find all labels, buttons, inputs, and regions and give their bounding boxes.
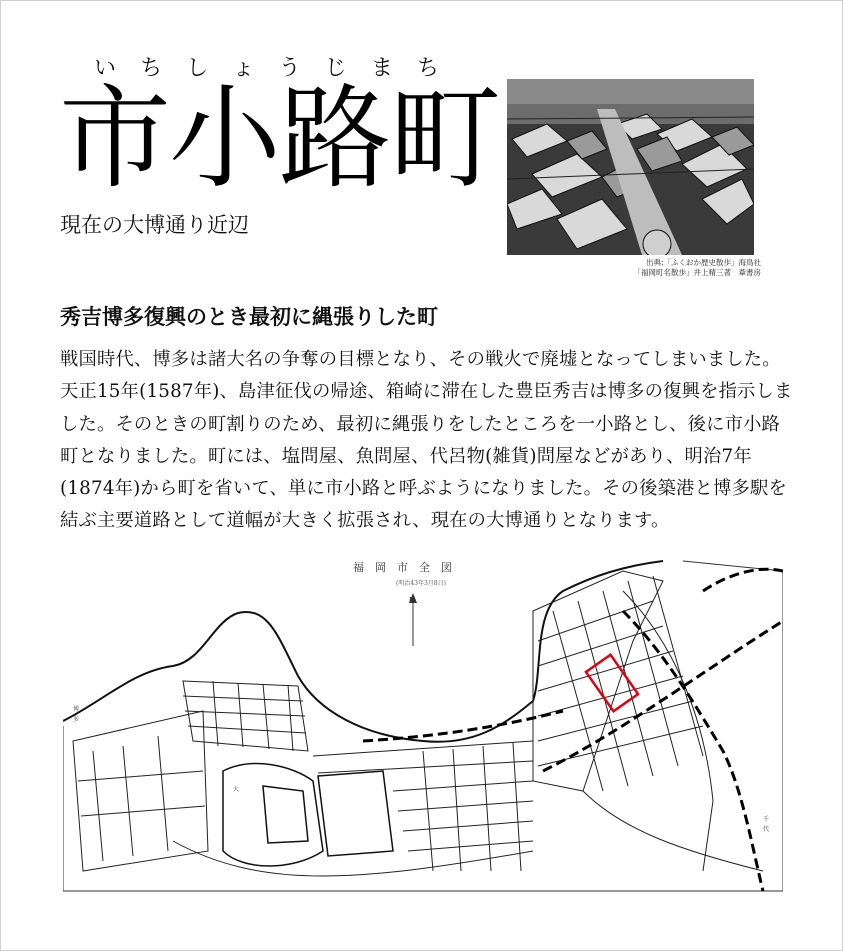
- svg-text:博: 博: [73, 706, 80, 713]
- svg-text:多: 多: [73, 716, 80, 723]
- page-title: 市小路町: [59, 74, 499, 204]
- map-date: (明治43年3月8日): [396, 580, 446, 587]
- north-label: N: [409, 596, 415, 605]
- ruby-char: じ: [324, 56, 347, 81]
- svg-text:代: 代: [763, 826, 770, 833]
- ruby-char: ま: [370, 56, 393, 81]
- ruby-char: ょ: [232, 56, 255, 81]
- ruby-char: ち: [140, 56, 163, 81]
- ruby-char: う: [278, 56, 301, 81]
- svg-text:大: 大: [233, 786, 240, 793]
- fukuoka-city-map: [63, 551, 783, 911]
- ruby-char: し: [186, 56, 209, 81]
- photo-credit: [521, 258, 761, 278]
- historic-street-photo: [507, 79, 754, 255]
- ruby-char: い: [94, 56, 117, 81]
- svg-text:千: 千: [763, 816, 770, 823]
- article-heading: 秀吉博多復興のとき最初に縄張りした町: [60, 305, 438, 329]
- article-body: 戦国時代、博多は諸大名の争奪の目標となり、その戦火で廃墟となってしまいました。天正15年(1587年)、島津征伐の帰途、箱崎に滞在した豊臣秀吉は博多の復興を指示しました。そのときの町割りのため、最初に縄張りをしたところを一小路とし、後に市小路町となりました。町には、塩問屋、魚問屋、代呂物(雑貨)問屋などがあり、明治7年(1874年)から町を省いて、単に市小路と呼ぶようになりました。その後築港と博多駅を結ぶ主要道路として道幅が大きく拡張され、現在の大博通りとなります。: [60, 349, 793, 532]
- photo-credit-line: 出典:「ふくおか歴史散歩」海鳥社: [645, 258, 761, 267]
- photo-credit-line: 「福岡町名散歩」井上精三著 葦書房: [633, 268, 761, 277]
- page-subtitle: 現在の大博通り近辺: [60, 213, 249, 237]
- map-title: 福 岡 市 全 図: [353, 561, 452, 574]
- ruby-char: ち: [416, 56, 439, 81]
- north-arrow-icon: [409, 593, 417, 646]
